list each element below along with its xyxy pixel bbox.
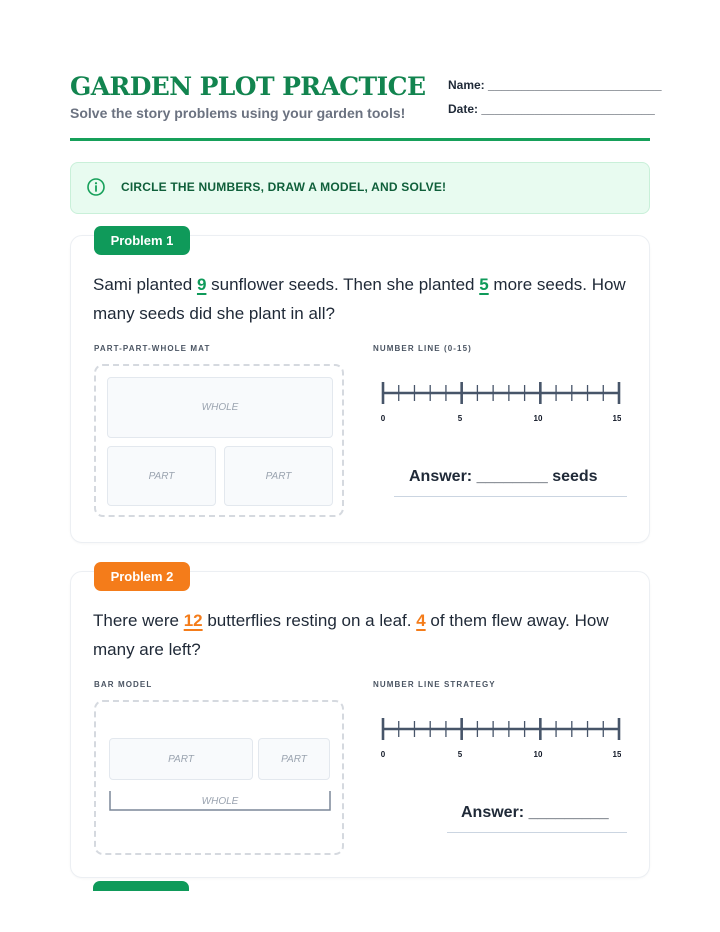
page-title: GARDEN PLOT PRACTICE bbox=[70, 72, 426, 101]
tick-label-10: 10 bbox=[533, 414, 543, 423]
tick-label-15: 15 bbox=[612, 750, 621, 759]
problem-2-text bbox=[93, 606, 633, 664]
problem-2-number-a[interactable]: 12 bbox=[183, 611, 203, 630]
part-box-2[interactable]: PART bbox=[224, 446, 333, 506]
problem-2-card bbox=[70, 571, 650, 878]
bar-part-box-1[interactable]: PART bbox=[109, 738, 253, 780]
info-icon bbox=[87, 178, 105, 196]
problem-1-text-b: sunflower seeds. Then she planted bbox=[206, 275, 480, 294]
problem-1-number-a[interactable]: 9 bbox=[196, 275, 207, 294]
tick-label-10: 10 bbox=[533, 750, 543, 759]
number-line-strategy[interactable] bbox=[381, 715, 621, 759]
name-field[interactable]: Name: __________________________ bbox=[448, 78, 662, 92]
number-line-strategy-label: NUMBER LINE STRATEGY bbox=[373, 680, 496, 689]
header-divider bbox=[70, 138, 650, 141]
worksheet-header bbox=[70, 70, 662, 142]
instructions-banner bbox=[70, 162, 650, 214]
problem-2-number-b[interactable]: 4 bbox=[416, 611, 426, 630]
bar-part-box-2[interactable]: PART bbox=[258, 738, 330, 780]
tick-label-5: 5 bbox=[457, 750, 463, 759]
answer-field-2[interactable]: Answer: _________ bbox=[461, 804, 609, 821]
tick-label-5: 5 bbox=[457, 414, 463, 423]
tick-label-15: 15 bbox=[612, 414, 621, 423]
problem-1-number-b[interactable]: 5 bbox=[479, 275, 489, 294]
part-part-whole-mat[interactable] bbox=[94, 364, 344, 517]
whole-box[interactable]: WHOLE bbox=[107, 377, 333, 438]
problem-3-badge bbox=[93, 881, 189, 891]
problem-1-text bbox=[93, 270, 633, 328]
problem-1-text-c: more seeds. How many seeds did she plant in all? bbox=[93, 275, 626, 323]
number-line[interactable] bbox=[381, 379, 621, 423]
part-box-1[interactable]: PART bbox=[107, 446, 216, 506]
page-subtitle: Solve the story problems using your garden tools! bbox=[70, 105, 406, 121]
problem-2-text-c: of them flew away. How many are left? bbox=[93, 611, 609, 659]
problem-2-text-a: There were bbox=[93, 611, 184, 630]
number-line-label: NUMBER LINE (0-15) bbox=[373, 344, 472, 353]
problem-1-text-a: Sami planted bbox=[93, 275, 197, 294]
date-field[interactable]: Date: __________________________ bbox=[448, 102, 655, 116]
bar-model-label: BAR MODEL bbox=[94, 680, 153, 689]
instructions-text: CIRCLE THE NUMBERS, DRAW A MODEL, AND SOLVE! bbox=[121, 180, 447, 194]
tick-label-0: 0 bbox=[381, 750, 386, 759]
bar-model[interactable] bbox=[94, 700, 344, 855]
answer-underline-2 bbox=[447, 832, 627, 833]
bar-whole-label: WHOLE bbox=[201, 796, 239, 807]
problem-2-badge: Problem 2 bbox=[94, 562, 190, 591]
answer-underline bbox=[394, 496, 627, 497]
problem-1-card bbox=[70, 235, 650, 543]
part-part-whole-label: PART-PART-WHOLE MAT bbox=[94, 344, 211, 353]
problem-2-text-b: butterflies resting on a leaf. bbox=[202, 611, 417, 630]
problem-1-badge: Problem 1 bbox=[94, 226, 190, 255]
tick-label-0: 0 bbox=[381, 414, 386, 423]
answer-field[interactable]: Answer: ________ seeds bbox=[409, 468, 598, 485]
